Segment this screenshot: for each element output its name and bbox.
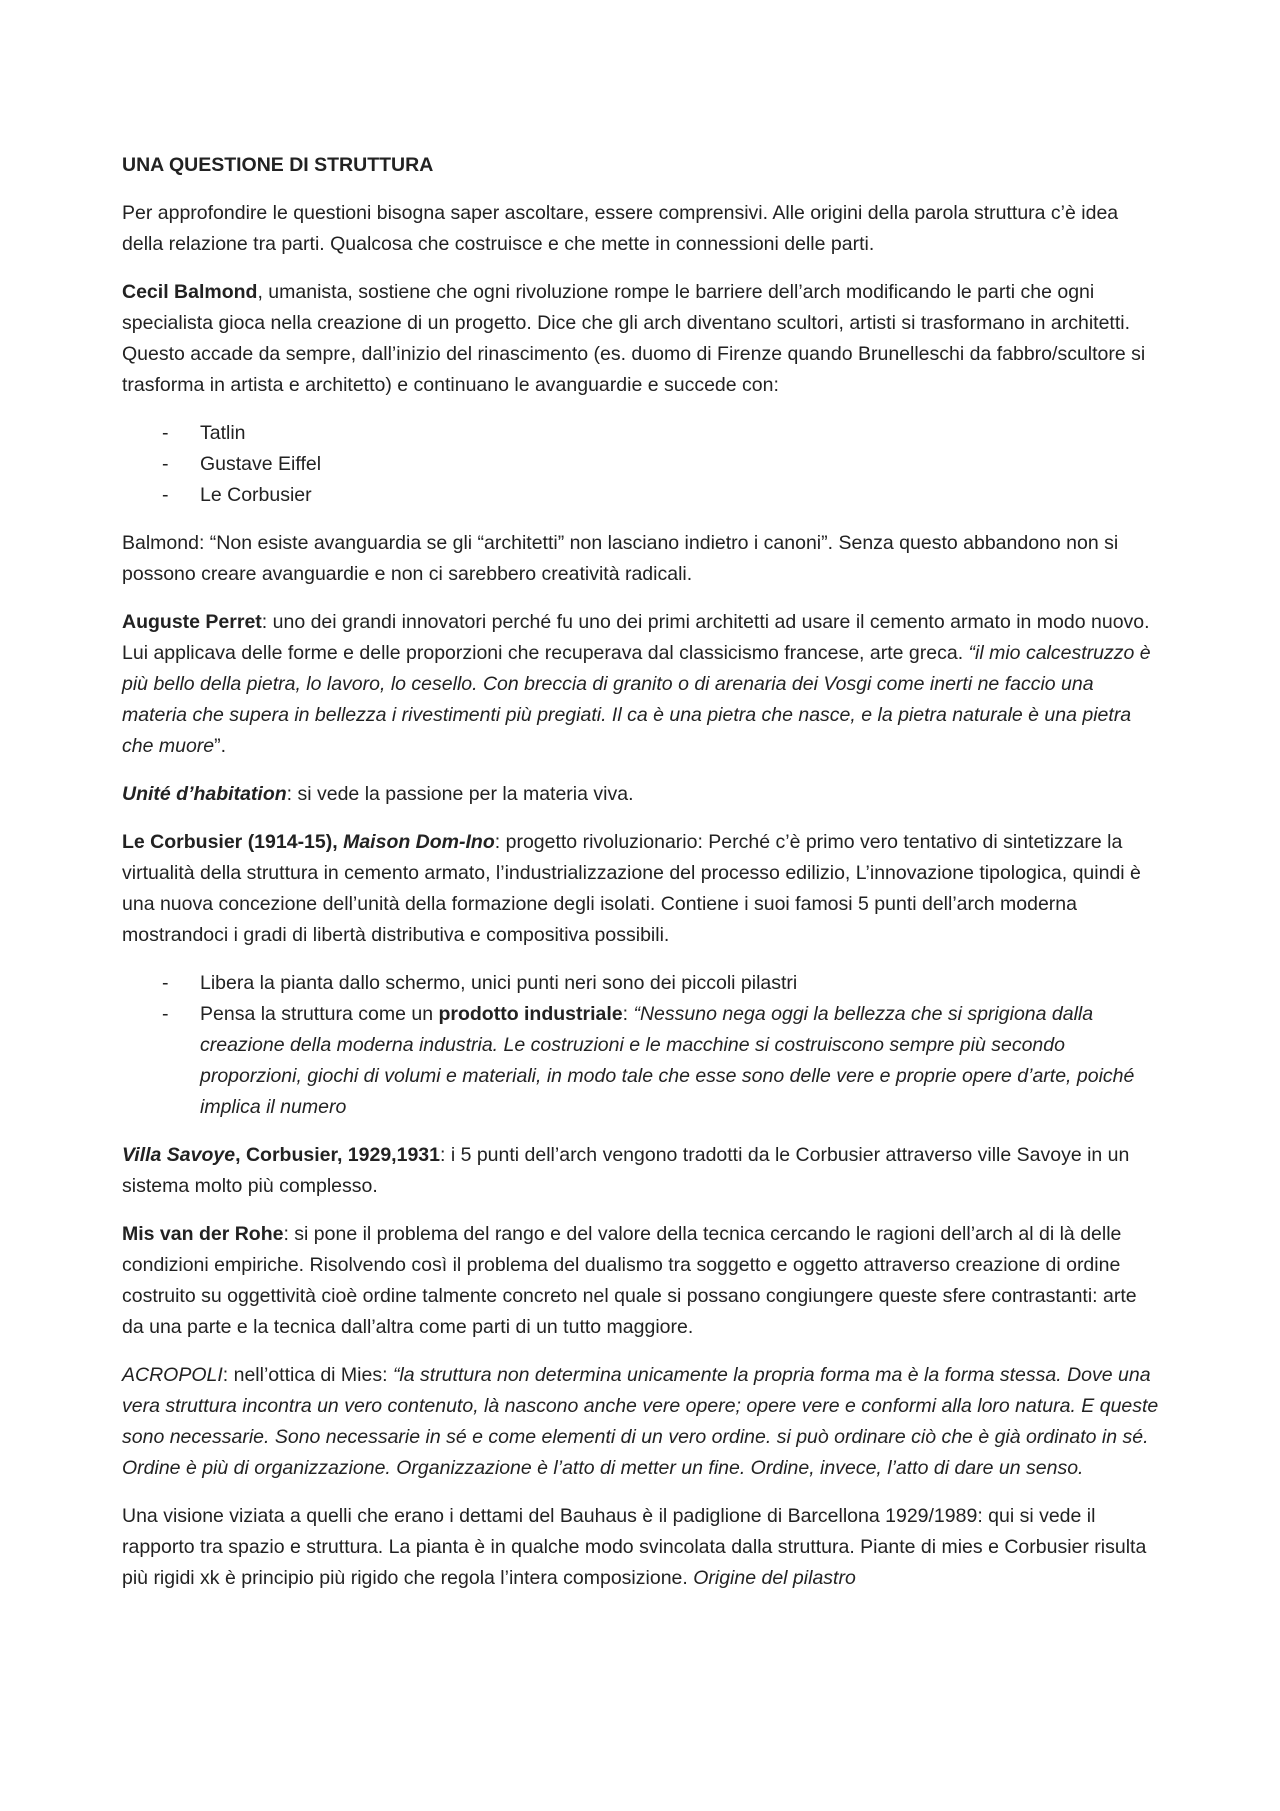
paragraph-barcellona	[122, 1501, 1162, 1594]
list-item	[122, 999, 1162, 1123]
paragraph-corbusier	[122, 827, 1162, 951]
paragraph-balmond-quote: Balmond: “Non esiste avanguardia se gli “architetti” non lasciano indietro i canoni”. Senza questo abbandono non si possono creare avanguardie e non ci sarebbero creatività radicali.	[122, 532, 1119, 585]
list-item	[122, 449, 1162, 480]
paragraph-villa-savoye-text: : i 5 punti dell’arch vengono tradotti da le Corbusier attraverso ville Savoye in un sistema molto più complesso.	[122, 1144, 1130, 1197]
paragraph-mies-text: : si pone il problema del rango e del valore della tecnica cercando le ragioni dell’arch al di là delle condizioni empiriche. Risolvendo così il problema del dualismo tra soggetto e oggetto attraverso creazione di ordine costruito su oggettività cioè ordine talmente concreto nel quale si possano congiungere queste sfere contrastanti: arte da una parte e la tecnica dall’altra come parti di un tutto maggiore.	[122, 1223, 1137, 1338]
list-avanguardie	[122, 418, 1162, 511]
quote-perret: “il mio calcestruzzo è più bello della pietra, lo lavoro, lo cesello. Con breccia di granito o di arenaria dei Vosgi come inerti ne faccio una materia che supera in bellezza i rivestimenti più pregiati. Il ca è una pietra che nasce, e la pietra naturale è una pietra che muore	[122, 642, 1151, 757]
paragraph-acropoli	[122, 1360, 1162, 1484]
list-item-label: Tatlin	[200, 422, 246, 444]
heading-origine-pilastro: Origine del pilastro	[693, 1567, 856, 1589]
term-prodotto-industriale: prodotto industriale	[438, 1003, 623, 1025]
document-page	[122, 150, 1162, 1611]
list-punti	[122, 968, 1162, 1123]
paragraph-perret-text: : uno dei grandi innovatori perché fu uno dei primi architetti ad usare il cemento armato in modo nuovo. Lui applicava delle forme e delle proporzioni che recuperava dal classicismo francese, arte greca.	[122, 611, 1150, 664]
list-dash: -	[162, 1003, 169, 1025]
paragraph-villa-savoye	[122, 1140, 1162, 1202]
paragraph-unite-text: : si vede la passione per la materia viva.	[286, 783, 634, 805]
paragraph-corbusier-text: : progetto rivoluzionario: Perché c’è primo vero tentativo di sintetizzare la virtualità della struttura in cemento armato, l’industrializzazione del processo edilizio, L’innovazione tipologica, quindi è una nuova concezione dell’unità della formazione degli isolati. Contiene i suoi famosi 5 punti dell’arch moderna mostrandoci i gradi di libertà distributiva e compositiva possibili.	[122, 831, 1141, 946]
list-item	[122, 480, 1162, 511]
name-unite-habitation: Unité d’habitation	[122, 783, 287, 805]
paragraph-intro: Per approfondire le questioni bisogna saper ascoltare, essere comprensivi. Alle origini della parola struttura c’è idea della relazione tra parti. Qualcosa che costruisce e che mette in connessioni delle parti.	[122, 202, 1119, 255]
work-maison-dom-ino: Maison Dom-Ino	[343, 831, 495, 853]
work-villa-savoye: Villa Savoye	[122, 1144, 236, 1166]
paragraph-balmond-text: , umanista, sostiene che ogni rivoluzione rompe le barriere dell’arch modificando le parti che ogni specialista gioca nella creazione di un progetto. Dice che gli arch diventano scultori, artisti si trasformano in architetti. Questo accade da sempre, dall’inizio del rinascimento (es. duomo di Firenze quando Brunelleschi da fabbro/scultore si trasforma in artista e architetto) e continuano le avanguardie e succede con:	[122, 281, 1146, 396]
quote-industria: “Nessuno nega oggi la bellezza che si sprigiona dalla creazione della moderna industria. Le costruzioni e le macchine si costruiscono sempre più secondo proporzioni, giochi di volumi e materiali, in modo tale che esse sono delle vere e proprie opere d’arte, poiché implica il numero	[200, 1003, 1135, 1118]
list-item-label: Gustave Eiffel	[200, 453, 322, 475]
name-mies-van-der-rohe: Mis van der Rohe	[122, 1223, 284, 1245]
label-acropoli: ACROPOLI	[122, 1364, 223, 1386]
name-le-corbusier: Le Corbusier (1914-15),	[122, 831, 344, 853]
paragraph-mies	[122, 1219, 1162, 1343]
list-dash: -	[162, 484, 169, 506]
paragraph-perret	[122, 607, 1162, 762]
list-dash: -	[162, 453, 169, 475]
list-item	[122, 968, 1162, 999]
list-item-colon: :	[622, 1003, 634, 1025]
list-item-label: Le Corbusier	[200, 484, 312, 506]
paragraph-barcellona-text: Una visione viziata a quelli che erano i dettami del Bauhaus è il padiglione di Barcellona 1929/1989: qui si vede il rapporto tra spazio e struttura. La pianta è in qualche modo svincolata dalla struttura. Piante di mies e Corbusier risulta più rigidi xk è principio più rigido che regola l’intera composizione.	[122, 1505, 1147, 1589]
list-item-label: Pensa la struttura come un	[200, 1003, 439, 1025]
paragraph-unite	[122, 779, 1162, 810]
list-dash: -	[162, 972, 169, 994]
list-item-label: Libera la pianta dallo schermo, unici punti neri sono dei piccoli pilastri	[200, 972, 798, 994]
paragraph-acropoli-text: : nell’ottica di Mies:	[222, 1364, 393, 1386]
document-title: UNA QUESTIONE DI STRUTTURA	[122, 154, 434, 176]
list-item	[122, 418, 1162, 449]
quote-perret-end: ”.	[214, 735, 227, 757]
quote-mies: “la struttura non determina unicamente la propria forma ma è la forma stessa. Dove una vera struttura incontra un vero contenuto, là nascono anche vere opere; opere vere e conformi alla loro natura. E queste sono necessarie. Sono necessarie in sé e come elementi di un vero ordine. si può ordinare ciò che è già ordinato in sé. Ordine è più di organizzazione. Organizzazione è l’atto di metter un fine. Ordine, invece, l’atto di dare un senso.	[122, 1364, 1159, 1479]
name-corbusier-dates: , Corbusier, 1929,1931	[235, 1144, 440, 1166]
paragraph-balmond	[122, 277, 1162, 401]
name-cecil-balmond: Cecil Balmond	[122, 281, 258, 303]
list-dash: -	[162, 422, 169, 444]
name-auguste-perret: Auguste Perret	[122, 611, 262, 633]
